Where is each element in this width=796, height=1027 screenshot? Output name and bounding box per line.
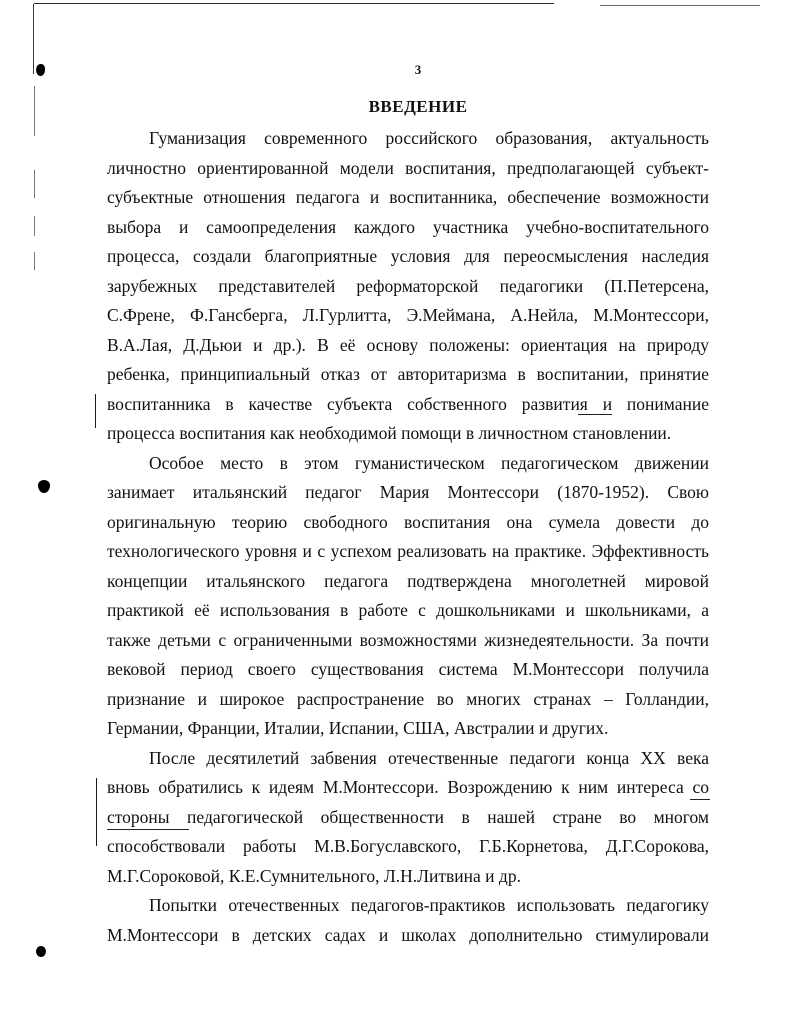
text-line: также детьми с ограниченными возможностями жизнедеятельности. За почти: [107, 629, 709, 650]
text-line: ребенка, принципиальный отказ от авторитаризма в воспитании, принятие: [107, 364, 709, 384]
binder-hole-mark: [38, 480, 50, 493]
text-line: М.Монтессори в детских садах и школах дополнительно стимулировали: [107, 924, 709, 945]
text-line: вековой период своего существования система М.Монтессори получила: [107, 659, 709, 679]
paragraph: [107, 449, 709, 744]
text-line: процесса воспитания как необходимой помощи в личностном становлении.: [107, 423, 672, 443]
text-line: Германии, Франции, Италии, Испании, США, Австралии и других.: [107, 718, 609, 738]
text-line: выбора и самоопределения каждого участника учебно-воспитательного: [107, 216, 709, 237]
text-line: воспитанника в качестве субъекта собственного развития и понимание: [107, 393, 709, 414]
text-line: После десятилетий забвения отечественные педагоги конца XX века: [149, 747, 709, 768]
margin-correction-bar: [95, 394, 96, 428]
text-line: Гуманизация современного российского образования, актуальность: [149, 128, 709, 148]
paragraph: [107, 744, 709, 892]
binder-hole-mark: [36, 946, 46, 957]
text-line: признание и широкое распространение во многих странах – Голландии,: [107, 688, 709, 709]
text-line: оригинальную теорию свободного воспитания она сумела довести до: [107, 511, 709, 532]
text-line: М.Г.Сороковой, К.Е.Сумнительного, Л.Н.Литвина и др.: [107, 865, 521, 886]
text-line: практикой её использования в работе с дошкольниками и школьниками, а: [107, 600, 709, 620]
scan-left-tick: [34, 252, 35, 270]
paragraph: [107, 124, 709, 449]
text-line: личностно ориентированной модели воспитания, предполагающей субъект-: [107, 157, 709, 178]
text-line: Попытки отечественных педагогов-практиков использовать педагогику: [149, 895, 709, 915]
scan-left-tick: [34, 216, 35, 236]
text-line: занимает итальянский педагог Мария Монтессори (1870-1952). Свою: [107, 482, 709, 502]
text-line: субъектные отношения педагога и воспитанника, обеспечение возможности: [107, 187, 709, 207]
page-title: ВВЕДЕНИЕ: [368, 97, 468, 116]
paragraph: [107, 891, 709, 950]
text-line: концепции итальянского педагога подтверждена многолетней мировой: [107, 570, 709, 591]
text-line: вновь обратились к идеям М.Монтессори. Возрождению к ним интереса со: [107, 777, 709, 797]
scan-top-rule-right: [600, 5, 760, 6]
margin-correction-bar: [96, 778, 97, 846]
scan-left-tick: [34, 170, 35, 198]
text-line: стороны педагогической общественности в нашей стране во многом: [107, 806, 709, 827]
text-line: зарубежных представителей реформаторской педагогики (П.Петерсена,: [107, 275, 709, 296]
document-body: [107, 124, 709, 950]
page-number: 3: [414, 62, 422, 77]
text-line: процесса, создали благоприятные условия для переосмысления наследия: [107, 246, 709, 266]
text-line: В.А.Лая, Д.Дьюи и др.). В её основу положены: ориентация на природу: [107, 334, 709, 355]
scan-top-rule: [34, 3, 554, 4]
text-line: Особое место в этом гуманистическом педагогическом движении: [149, 452, 709, 473]
text-line: способствовали работы М.В.Богуславского, Г.Б.Корнетова, Д.Г.Сорокова,: [107, 836, 709, 856]
text-line: технологического уровня и с успехом реализовать на практике. Эффективность: [107, 541, 709, 561]
text-line: С.Френе, Ф.Гансберга, Л.Гурлитта, Э.Меймана, А.Нейла, М.Монтессори,: [107, 305, 709, 325]
